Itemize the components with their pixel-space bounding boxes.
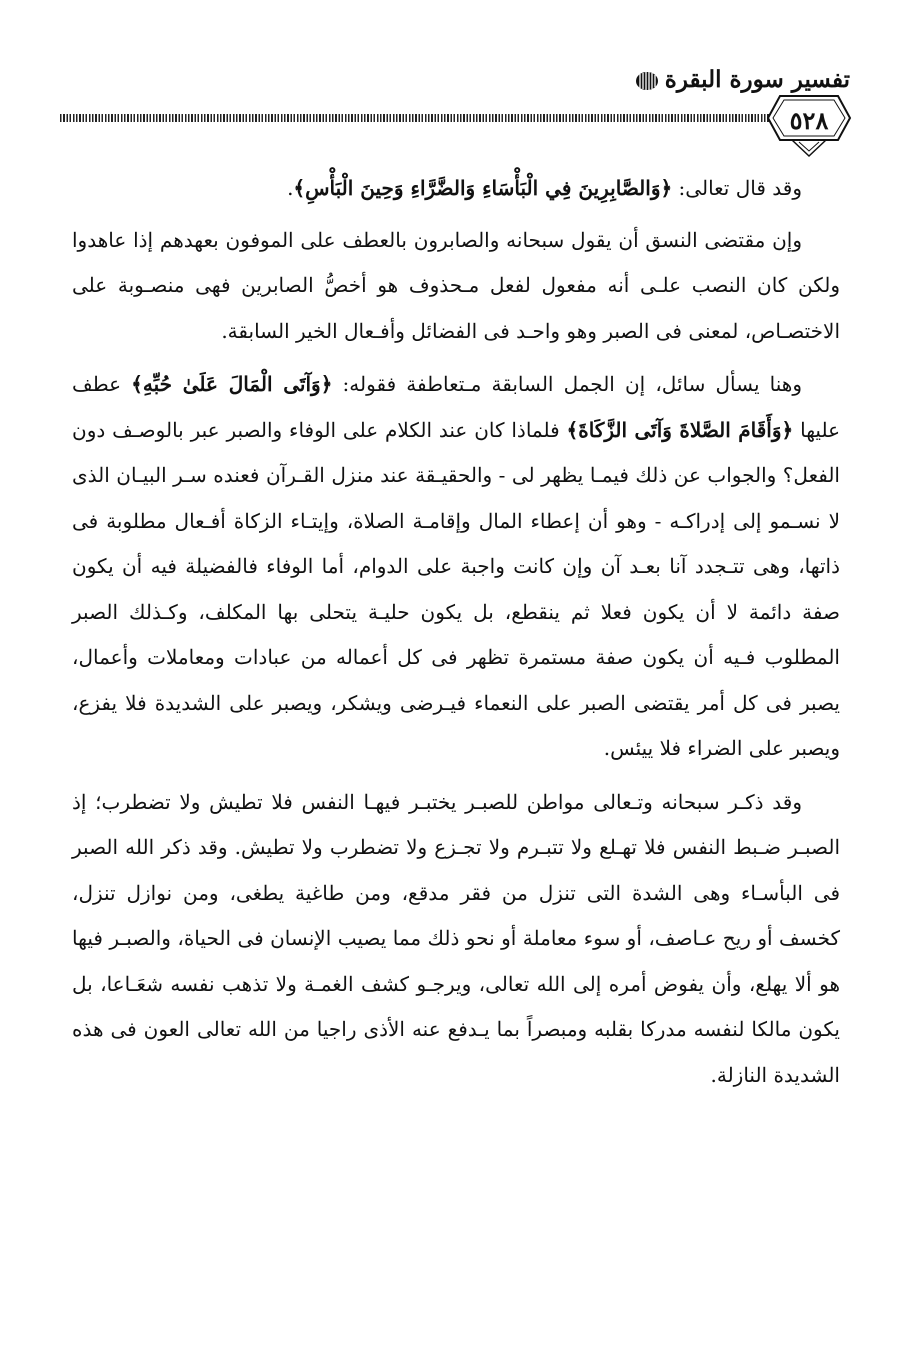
- quran-verse: ﴿وَالصَّابِرِينَ فِي الْبَأْسَاءِ وَالضَّرَّاءِ وَحِينَ الْبَأْسِ﴾: [293, 176, 673, 200]
- running-title: تفسير سورة البقرة: [664, 66, 850, 93]
- text-span: وهنا يسأل سائل، إن الجمل السابقة مـتعاطفة فقوله:: [332, 372, 802, 396]
- text-span: وقد قال تعالى:: [672, 176, 802, 200]
- paragraph-2: وإن مقتضى النسق أن يقول سبحانه والصابرون بالعطف على الموفون بعهدهم إذا عاهدوا ولكن كان النصب علـى أنه مفعول لفعل مـحذوف هو أخصُّ الصابرين فهى منصـوبة على الاختصـاص، لمعنى فى الصبر وهو واحـد فى الفضائل وأفـعال الخير السابقة.: [72, 227, 840, 343]
- page-number-badge: [766, 92, 852, 158]
- paragraph-1: [72, 166, 840, 212]
- paragraph-4: وقد ذكـر سبحانه وتـعالى مواطن للصبـر يختبـر فيهـا النفس فلا تطيش ولا تضطرب؛ إذ الصبـر ضـبط النفس فلا تهـلع ولا تتبـرم ولا تجـزع ولا تضطرب ولا تطيش. وقد ذكر الله الصبر فى البأسـاء وهى الشدة التى تنزل من فقر مدقع، ومن طاغية يطغى، ومن نوازل تنزل، كخسف أو ريح عـاصف، أو سوء معاملة أو نحو ذلك مما يصيب الإنسان فى الحياة، والصبـر فيها هو ألا يهلع، وأن يفوض أمره إلى الله تعالى، ويرجـو كشف الغمـة ولا تذهب نفسه شعَـاعا، بل يكون مالكا لنفسه مدركا بقلبه ومبصراً بما يـدفع عنه الأذى راجيا من الله تعالى العون فى هذه الشديدة النازلة.: [72, 789, 840, 1087]
- quran-verse: ﴿وَآتَى الْمَالَ عَلَىٰ حُبِّهِ﴾: [131, 372, 333, 396]
- paragraph-3: [72, 362, 840, 772]
- text-span: فلماذا كان عند الكلام على الوفاء والصبر عبر بالوصـف دون الفعل؟ والجواب عن ذلك فيمـا يظهر لى - والحقيـقة عند منزل القـرآن فعنده سـر البيـان الذى لا نسـمو إلى إدراكـه - وهو أن إعطاء المال وإقامـة الصلاة، وإيتـاء الزكاة أفـعال مطلوبة فى ذاتها، وهى تتـجدد آنا بعـد آن وإن كانت واجبة على الدوام، أما الوفاء فالفضيلة فيه أن يكون صفة دائمة لا أن يكون فعلا ثم ينقطع، بل يكون حليـة يتحلى بها المكلف، وكـذلك الصبر المطلوب فـيه أن يكون صفة مستمرة تظهر فى كل أعماله من عبادات ومعاملات وأعمال، يصبر فى كل أمر يقتضى الصبر على النعماء فيـرضى ويشكر، ويصبر على الشديدة فلا يفزع، ويصبر على الضراء فلا ييئس.: [72, 417, 840, 760]
- page-number: ٥٢٨: [789, 106, 829, 135]
- text-span: عطف عليها: [72, 372, 841, 442]
- page-header: [60, 58, 850, 158]
- text-span: .: [287, 176, 294, 200]
- body-text: [72, 166, 840, 1106]
- ornament-icon: [634, 70, 660, 92]
- quran-verse: ﴿وَأَقَامَ الصَّلاةَ وَآتَى الزَّكَاةَ﴾: [566, 417, 794, 442]
- header-rule: [60, 114, 772, 122]
